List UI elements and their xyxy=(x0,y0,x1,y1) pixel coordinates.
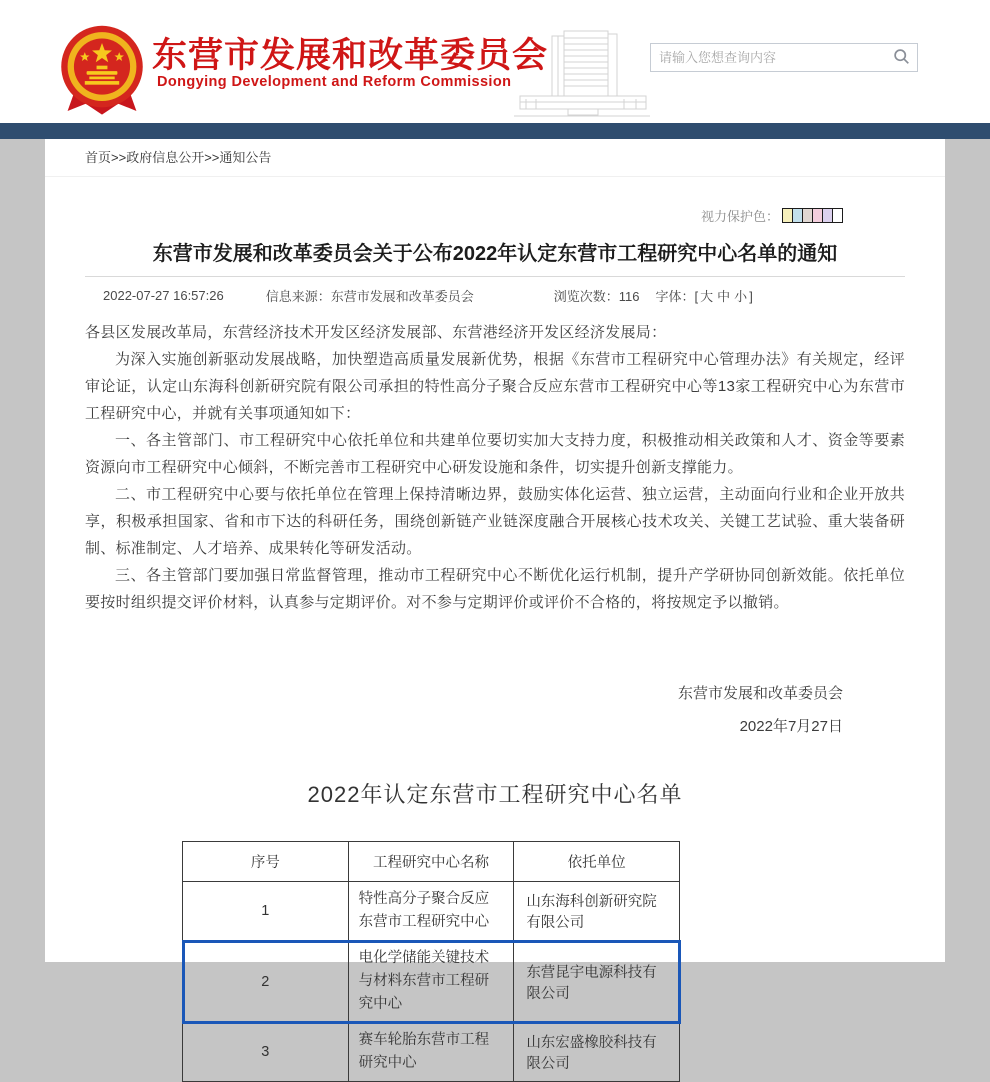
bracket: [ xyxy=(694,289,699,304)
breadcrumb-home[interactable]: 首页 xyxy=(85,150,112,165)
row-index: 1 xyxy=(183,882,349,941)
org-name: 山东宏盛橡胶科技有限公司 xyxy=(514,1023,680,1082)
breadcrumb-notices[interactable]: 通知公告 xyxy=(219,150,272,165)
center-name: 特性高分子聚合反应东营市工程研究中心 xyxy=(348,882,514,941)
content-card xyxy=(45,139,945,1072)
signature-date: 2022年7月27日 xyxy=(739,718,843,735)
bracket: ] xyxy=(749,289,753,304)
eye-protect-row xyxy=(85,205,905,225)
info-source-value: 东营市发展和改革委员会 xyxy=(330,289,474,304)
table-row xyxy=(183,1023,680,1082)
national-emblem-logo-icon xyxy=(56,24,148,120)
font-size-label: 字体： xyxy=(655,289,695,304)
signature-org: 东营市发展和改革委员会 xyxy=(677,685,843,702)
row-index: 3 xyxy=(183,1023,349,1082)
article-meta xyxy=(85,276,905,305)
breadcrumb xyxy=(45,139,945,177)
color-swatch[interactable] xyxy=(832,208,843,223)
row-index: 2 xyxy=(183,941,349,1023)
font-size-small[interactable]: 小 xyxy=(734,289,748,304)
list-table-title: 2022年认定东营市工程研究中心名单 xyxy=(307,782,683,807)
table-row xyxy=(183,882,680,941)
info-source-label: 信息来源： xyxy=(265,289,331,304)
eye-protect-swatches xyxy=(783,208,843,223)
search-input[interactable] xyxy=(651,50,885,65)
building-watermark xyxy=(512,28,652,123)
search-button[interactable] xyxy=(885,44,917,71)
breadcrumb-separator: >> xyxy=(204,150,220,165)
site-title-en: Dongying Development and Reform Commission xyxy=(157,74,512,90)
eye-protect-label: 视力保护色： xyxy=(700,208,779,224)
breadcrumb-separator: >> xyxy=(111,150,127,165)
publish-datetime: 2022-07-27 16:57:26 xyxy=(103,288,224,303)
info-source xyxy=(266,286,474,305)
font-size-large[interactable]: 大 xyxy=(700,289,714,304)
table-row-highlighted xyxy=(183,941,680,1023)
paragraph-item-3: 三、各主管部门要加强日常监督管理，推动市工程研究中心不断优化运行机制，提升产学研协同创新效能。依托单位要按时组织提交评价材料，认真参与定期评价。对不参与定期评价或评价不合格的，将按规定予以撤销。 xyxy=(85,567,905,611)
paragraph-salutation: 各县区发展改革局，东营经济技术开发区经济发展部、东营港经济开发区经济发展局： xyxy=(85,324,667,341)
signature-block xyxy=(85,680,905,740)
paragraph-intro: 为深入实施创新驱动发展战略，加快塑造高质量发展新优势，根据《东营市工程研究中心管理办法》有关规定，经评审论证，认定山东海科创新研究院有限公司承担的特性高分子聚合反应东营市工程研究中心等13家工程研究中心为东营市工程研究中心，并就有关事项通知如下： xyxy=(85,351,905,422)
font-size-medium[interactable]: 中 xyxy=(717,289,731,304)
header-divider-bar xyxy=(0,123,990,139)
paragraph-item-1: 一、各主管部门、市工程研究中心依托单位和共建单位要切实加大支持力度，积极推动相关政策和人才、资金等要素资源向市工程研究中心倾斜，不断完善市工程研究中心研发设施和条件，切实提升创新支撑能力。 xyxy=(85,432,905,476)
center-name: 电化学储能关键技术与材料东营市工程研究中心 xyxy=(348,941,514,1023)
search-icon xyxy=(893,48,910,68)
article-body xyxy=(85,319,905,616)
search-box xyxy=(650,43,918,72)
org-name: 山东海科创新研究院有限公司 xyxy=(514,882,680,941)
paragraph-item-2: 二、市工程研究中心要与依托单位在管理上保持清晰边界，鼓励实体化运营、独立运营，主动面向行业和企业开放共享，积极承担国家、省和市下达的科研任务，围绕创新链产业链深度融合开展核心技术攻关、关键工艺试验、重大装备研制、标准制定、人才培养、成果转化等研发活动。 xyxy=(85,486,905,557)
org-name: 东营昆宇电源科技有限公司 xyxy=(514,941,680,1023)
center-name: 赛车轮胎东营市工程研究中心 xyxy=(348,1023,514,1082)
breadcrumb-gov-info[interactable]: 政府信息公开 xyxy=(126,150,205,165)
view-count-label: 浏览次数： xyxy=(553,289,619,304)
view-count xyxy=(554,286,640,305)
table-header-row xyxy=(183,842,680,882)
col-header-org: 依托单位 xyxy=(514,842,680,882)
view-count-value: 116 xyxy=(618,289,640,304)
font-size-switcher xyxy=(656,286,753,305)
col-header-index: 序号 xyxy=(183,842,349,882)
site-header xyxy=(0,0,990,123)
article-title: 东营市发展和改革委员会关于公布2022年认定东营市工程研究中心名单的通知 xyxy=(152,243,838,265)
col-header-center-name: 工程研究中心名称 xyxy=(348,842,514,882)
research-center-table xyxy=(182,841,680,1082)
site-title-zh: 东营市发展和改革委员会 xyxy=(152,36,549,75)
